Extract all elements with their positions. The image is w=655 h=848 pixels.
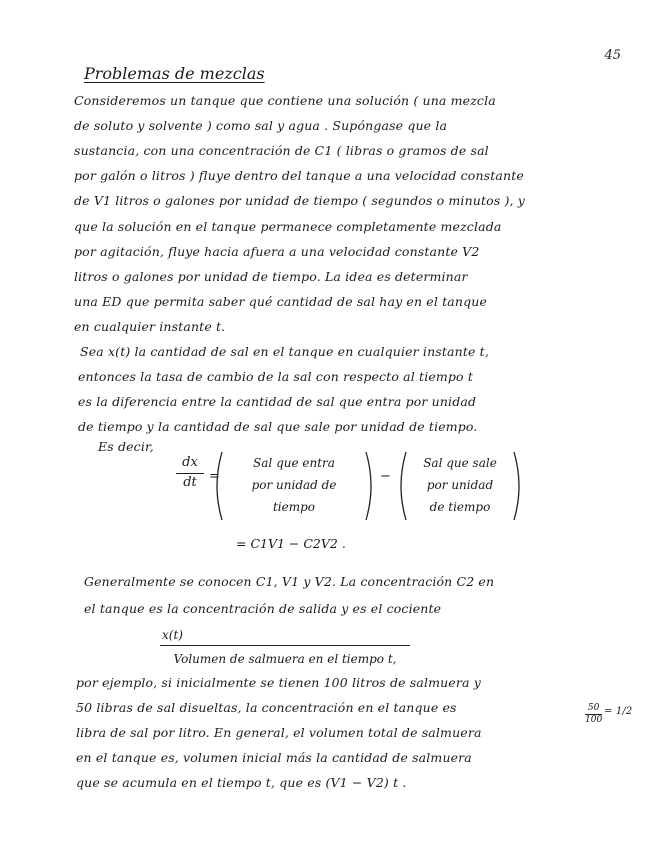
- derivative-numerator: dx: [182, 455, 198, 470]
- concentration-definition: [160, 628, 410, 666]
- paragraph2-line: entonces la tasa de cambio de la sal con respecto al tiempo t: [78, 369, 474, 384]
- paragraph2-line: de tiempo y la cantidad de sal que sale por unidad de tiempo.: [78, 419, 478, 434]
- salt-in-line: tiempo: [272, 500, 316, 514]
- paragraph3-line: el tanque es la concentración de salida y es el cociente: [84, 601, 442, 616]
- inline-fraction-equals: = 1/2: [604, 706, 633, 717]
- paragraph1-line: Consideremos un tanque que contiene una solución ( una mezcla: [74, 93, 496, 108]
- paragraph1-line: por galón o litros ) fluye dentro del tanque a una velocidad constante: [74, 168, 524, 183]
- paragraph2-line: Sea x(t) la cantidad de sal en el tanque en cualquier instante t,: [80, 344, 489, 359]
- derivative-fraction: [176, 456, 204, 491]
- minus-sign: −: [380, 469, 391, 484]
- page-number: 45: [604, 48, 621, 63]
- equals-sign: =: [209, 469, 220, 484]
- inline-fraction-denominator: 100: [585, 715, 603, 725]
- paragraph4-line: libra de sal por litro. En general, el volumen total de salmuera: [76, 725, 482, 740]
- salt-out-line: de tiempo: [429, 500, 491, 514]
- paragraph3-line: Generalmente se conocen C1, V1 y V2. La concentración C2 en: [84, 574, 495, 589]
- paragraph1-line: de soluto y solvente ) como sal y agua . Supóngase que la: [74, 118, 448, 133]
- fraction-bar: [176, 473, 204, 474]
- inline-fraction: [585, 704, 602, 725]
- definition-denominator: Volumen de salmuera en el tiempo t,: [173, 652, 397, 666]
- definition-numerator: x(t): [162, 628, 183, 642]
- inline-fraction-numerator: 50: [587, 703, 600, 713]
- paragraph1-line: una ED que permita saber qué cantidad de sal hay en el tanque: [74, 294, 488, 309]
- salt-out-line: Sal que sale: [423, 456, 497, 470]
- salt-in-group: [210, 448, 378, 524]
- paragraph1-line: en cualquier instante t.: [74, 319, 226, 334]
- fraction-bar: [160, 645, 410, 646]
- paragraph4-line: por ejemplo, si inicialmente se tienen 100 litros de salmuera y: [76, 675, 481, 690]
- paragraph1-line: que la solución en el tanque permanece completamente mezclada: [74, 219, 502, 234]
- page-title: Problemas de mezclas: [84, 64, 265, 83]
- derivative-denominator: dt: [183, 474, 197, 490]
- paragraph2-line: es la diferencia entre la cantidad de sal que entra por unidad: [78, 394, 477, 409]
- paragraph1-line: litros o galones por unidad de tiempo. La idea es determinar: [74, 269, 468, 284]
- paragraph1-line: por agitación, fluye hacia afuera a una velocidad constante V2: [74, 244, 480, 259]
- equation-result: = C1V1 − C2V2 .: [236, 536, 346, 551]
- paragraph4-line: que se acumula en el tiempo t, que es (V1 − V2) t .: [76, 775, 407, 790]
- salt-out-group: [394, 448, 526, 524]
- paragraph1-line: sustancia, con una concentración de C1 ( libras o gramos de sal: [74, 143, 489, 158]
- salt-in-line: Sal que entra: [253, 456, 335, 470]
- es-decir-text: Es decir,: [98, 439, 154, 454]
- paragraph4-line: 50 libras de sal disueltas, la concentración en el tanque es: [76, 700, 457, 715]
- paragraph4-line: en el tanque es, volumen inicial más la cantidad de salmuera: [76, 750, 472, 765]
- salt-out-line: por unidad: [426, 478, 494, 492]
- salt-in-line: por unidad de: [251, 478, 337, 492]
- paragraph1-line: de V1 litros o galones por unidad de tiempo ( segundos o minutos ), y: [74, 193, 525, 208]
